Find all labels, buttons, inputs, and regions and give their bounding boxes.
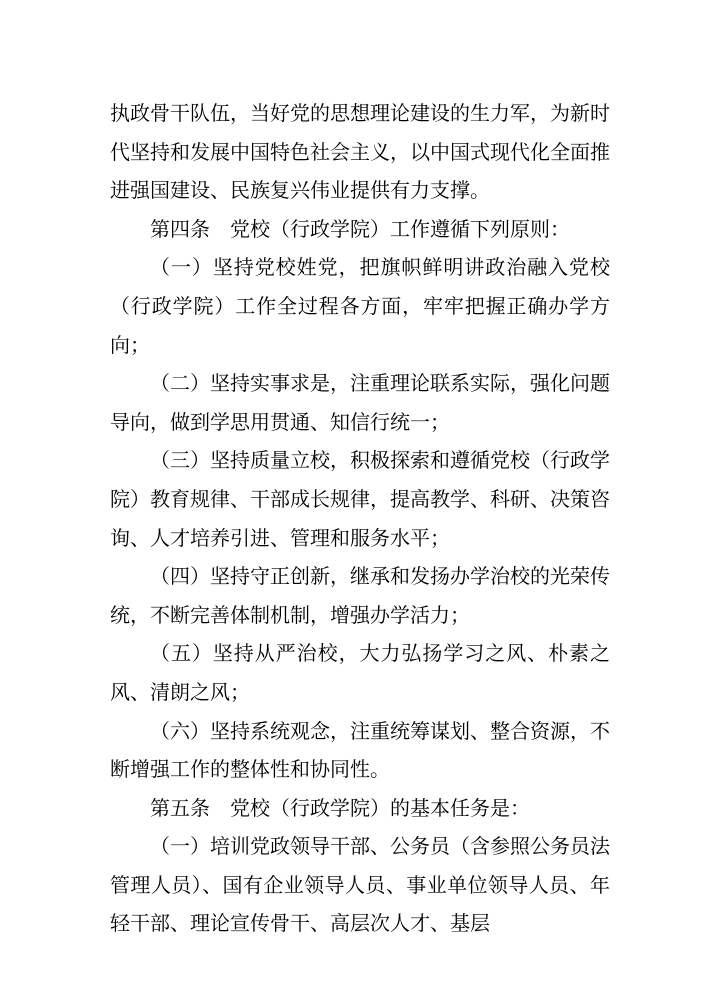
article-4-item-5: （五）坚持从严治校，大力弘扬学习之风、朴素之风、清朗之风； bbox=[110, 641, 610, 704]
article-4-item-3: （三）坚持质量立校，积极探索和遵循党校（行政学院）教育规律、干部成长规律，提高教学、科研、决策咨询、人才培养引进、管理和服务水平； bbox=[110, 448, 610, 550]
article-4-heading: 第四条 党校（行政学院）工作遵循下列原则： bbox=[150, 216, 570, 241]
article-4-item-1: （一）坚持党校姓党，把旗帜鲜明讲政治融入党校（行政学院）工作全过程各方面，牢牢把握正确办学方向； bbox=[110, 255, 610, 357]
article-4-item-2: （二）坚持实事求是，注重理论联系实际，强化问题导向，做到学思用贯通、知信行统一； bbox=[110, 371, 610, 434]
article-4-item-6: （六）坚持系统观念，注重统筹谋划、整合资源，不断增强工作的整体性和协同性。 bbox=[110, 718, 610, 782]
article-5-heading: 第五条 党校（行政学院）的基本任务是： bbox=[150, 795, 530, 820]
document-body bbox=[110, 94, 610, 943]
paragraph-continuation: 执政骨干队伍，当好党的思想理论建设的生力军，为新时代坚持和发展中国特色社会主义，以中国式现代化全面推进强国建设、民族复兴伟业提供有力支撑。 bbox=[110, 101, 610, 203]
article-4-item-4: （四）坚持守正创新，继承和发扬办学治校的光荣传统，不断完善体制机制，增强办学活力； bbox=[110, 564, 610, 627]
article-5-item-1: （一）培训党政领导干部、公务员（含参照公务员法管理人员）、国有企业领导人员、事业单位领导人员、年轻干部、理论宣传骨干、高层次人才、基层 bbox=[110, 834, 610, 936]
